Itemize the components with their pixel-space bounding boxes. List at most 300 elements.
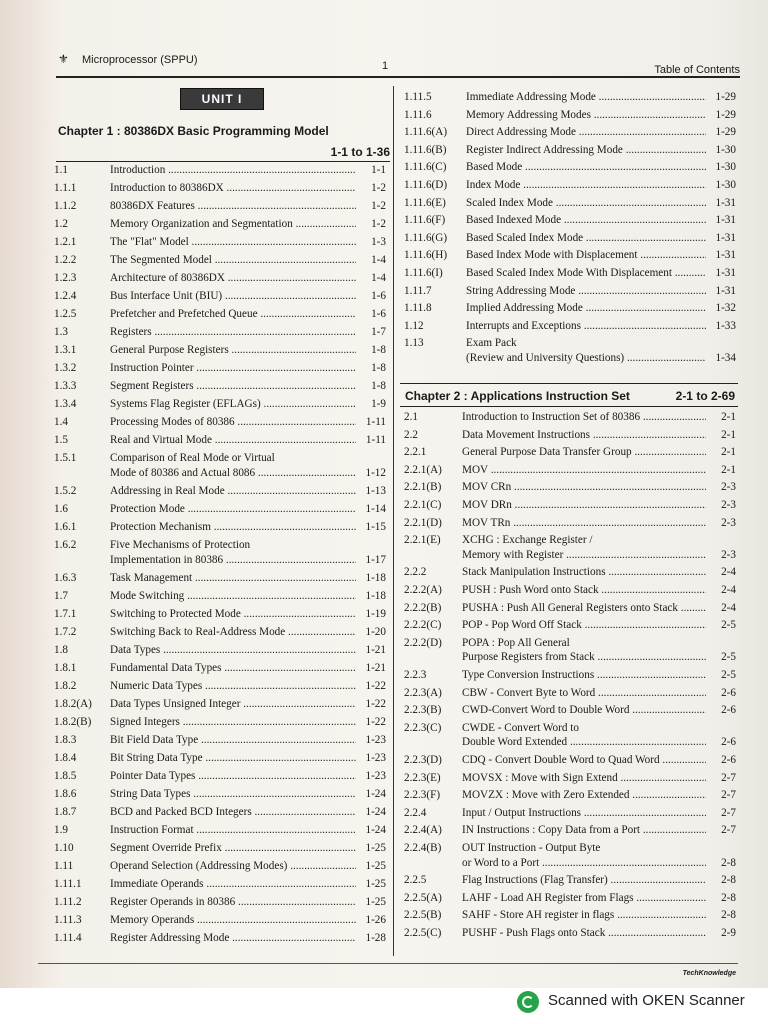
toc-entry bbox=[54, 734, 386, 749]
toc-entry-number: 1.12 bbox=[404, 319, 424, 332]
toc-entry-title: Immediate Addressing Mode ..... bbox=[466, 91, 706, 103]
toc-entry-title: Numeric Data Types ..... bbox=[110, 680, 356, 692]
toc-entry bbox=[404, 302, 736, 317]
toc-entry-number: 2.2.2(A) bbox=[404, 584, 442, 596]
toc-entry-title: MOV TRn ..... bbox=[462, 517, 706, 529]
toc-entry-title: Introduction to 80386DX ..... bbox=[110, 182, 356, 194]
toc-entry-title: Based Scaled Index Mode With Displacement ..... bbox=[466, 267, 706, 279]
toc-entry-page: 1-20 bbox=[365, 626, 386, 638]
toc-entry-page: 1-30 bbox=[715, 143, 736, 156]
toc-entry-number: 1.2.4 bbox=[54, 290, 77, 302]
toc-entry-title: Bit Field Data Type ..... bbox=[110, 734, 356, 746]
toc-entry bbox=[54, 398, 386, 413]
toc-entry bbox=[404, 892, 736, 907]
toc-entry bbox=[404, 534, 736, 563]
toc-entry-title-line1: OUT Instruction - Output Byte bbox=[462, 842, 601, 854]
toc-entry-number: 1.2.2 bbox=[54, 254, 77, 266]
toc-entry bbox=[54, 698, 386, 713]
toc-entry-page: 1-30 bbox=[715, 161, 736, 174]
toc-entry-number: 2.2 bbox=[404, 428, 418, 441]
toc-entry-page: 1-9 bbox=[371, 398, 386, 410]
toc-entry-title: PUSH : Push Word onto Stack ..... bbox=[462, 584, 706, 596]
toc-entry-number: 1.2.5 bbox=[54, 308, 77, 320]
toc-entry-number: 2.2.5(C) bbox=[404, 927, 442, 939]
toc-entry-number: 2.1 bbox=[404, 411, 418, 423]
toc-entry-page: 1-26 bbox=[365, 914, 386, 926]
toc-entry bbox=[404, 637, 736, 666]
toc-entry-page: 1-25 bbox=[365, 860, 386, 872]
toc-entry-number: 1.11.8 bbox=[404, 302, 432, 315]
toc-entry-title: CDQ - Convert Double Word to Quad Word ..... bbox=[462, 754, 706, 766]
toc-entry-page: 1-1 bbox=[371, 164, 386, 176]
toc-entry bbox=[54, 914, 386, 929]
toc-entry-number: 1.11.6(F) bbox=[404, 214, 446, 227]
toc-entry-title: PUSHF - Push Flags onto Stack ..... bbox=[462, 927, 706, 939]
toc-entry-title: Addressing in Real Mode ..... bbox=[110, 485, 356, 497]
toc-entry-page: 1-29 bbox=[715, 126, 736, 139]
toc-entry bbox=[54, 344, 386, 359]
toc-entry-page: 1-2 bbox=[371, 200, 386, 212]
toc-entry bbox=[54, 272, 386, 287]
toc-entry-number: 2.2.4(A) bbox=[404, 824, 442, 837]
toc-entry-page: 1-23 bbox=[365, 770, 386, 782]
toc-entry-number: 2.2.1(C) bbox=[404, 499, 442, 511]
toc-entry-number: 2.2.4 bbox=[404, 806, 427, 819]
toc-entry-page: 1-24 bbox=[365, 806, 386, 818]
toc-entry bbox=[54, 626, 386, 641]
toc-entry-number: 1.8.2 bbox=[54, 680, 77, 692]
toc-entry-page: 1-7 bbox=[371, 326, 386, 338]
toc-entry-title: Immediate Operands ..... bbox=[110, 878, 356, 890]
toc-entry-title: Prefetcher and Prefetched Queue ..... bbox=[110, 308, 356, 320]
publisher-name: TechKnowledge bbox=[682, 970, 736, 977]
toc-entry-title: Index Mode ..... bbox=[466, 179, 706, 191]
toc-entry-title: Protection Mode ..... bbox=[110, 503, 356, 515]
toc-entry-page: 1-19 bbox=[365, 608, 386, 620]
toc-entry bbox=[54, 842, 386, 857]
toc-entry-title: General Purpose Data Transfer Group ..... bbox=[462, 446, 706, 458]
toc-entry bbox=[54, 590, 386, 605]
toc-entry bbox=[54, 164, 386, 179]
toc-entry-number: 1.8.7 bbox=[54, 806, 77, 818]
toc-entry-page: 1-14 bbox=[365, 503, 386, 515]
toc-entry-title: Systems Flag Register (EFLAGs) ..... bbox=[110, 398, 356, 410]
toc-entry-page: 1-24 bbox=[365, 788, 386, 800]
toc-entry-number: 1.8.6 bbox=[54, 788, 77, 800]
toc-entry bbox=[54, 434, 386, 449]
toc-entry-number: 2.2.5(B) bbox=[404, 909, 442, 922]
toc-entry bbox=[404, 214, 736, 229]
toc-entry bbox=[404, 161, 736, 176]
toc-entry-title: Based Mode ..... bbox=[466, 161, 706, 173]
toc-entry-page: 2-7 bbox=[721, 771, 736, 784]
toc-entry-number: 1.2.3 bbox=[54, 272, 77, 284]
chapter-2-range: 2-1 to 2-69 bbox=[675, 389, 735, 403]
toc-entry-number: 2.2.5(A) bbox=[404, 891, 442, 904]
toc-entry-title: 80386DX Features ..... bbox=[110, 200, 356, 212]
toc-entry-page: 1-28 bbox=[365, 932, 386, 944]
toc-entry-page: 1-18 bbox=[365, 590, 386, 602]
toc-entry bbox=[54, 326, 386, 341]
toc-entry bbox=[54, 452, 386, 482]
toc-entry-page: 1-21 bbox=[365, 662, 386, 674]
toc-entry bbox=[54, 878, 386, 893]
toc-entry-title: General Purpose Registers ..... bbox=[110, 344, 356, 356]
toc-entry-number: 2.2.2(C) bbox=[404, 619, 442, 632]
toc-entry-title: Fundamental Data Types ..... bbox=[110, 662, 356, 674]
toc-entry-title: Stack Manipulation Instructions ..... bbox=[462, 566, 706, 578]
toc-entry bbox=[404, 446, 736, 461]
toc-entry bbox=[404, 464, 736, 479]
toc-entry-page: 1-6 bbox=[371, 308, 386, 320]
toc-entry-number: 1.11.5 bbox=[404, 91, 432, 103]
chapter-1-heading bbox=[58, 124, 390, 138]
toc-entry-number: 1.9 bbox=[54, 824, 68, 836]
toc-entry-number: 1.8.4 bbox=[54, 752, 77, 764]
toc-entry-title: MOV CRn ..... bbox=[462, 481, 706, 493]
toc-entry-number: 1.1.1 bbox=[54, 182, 77, 194]
toc-entry-number: 2.2.1(B) bbox=[404, 481, 442, 494]
toc-entry-number: 2.2.5 bbox=[404, 874, 427, 887]
toc-entry-number: 1.1.2 bbox=[54, 200, 77, 212]
toc-entry-title: Task Management ..... bbox=[110, 572, 356, 584]
toc-entry-title: MOV ..... bbox=[462, 464, 706, 476]
toc-entry-title: Flag Instructions (Flag Transfer) ..... bbox=[462, 874, 706, 886]
toc-entry-title: Switching to Protected Mode ..... bbox=[110, 608, 356, 620]
toc-entry-number: 1.3 bbox=[54, 326, 68, 338]
toc-entry-number: 1.11.6(I) bbox=[404, 267, 443, 279]
toc-entry-page: 2-8 bbox=[721, 909, 736, 922]
toc-entry-number: 1.6 bbox=[54, 503, 68, 515]
toc-entry bbox=[404, 126, 736, 141]
book-title: Microprocessor (SPPU) bbox=[82, 54, 198, 66]
toc-entry-title: LAHF - Load AH Register from Flags ..... bbox=[462, 892, 706, 904]
toc-entry-title: Memory with Register ..... bbox=[462, 549, 706, 561]
toc-entry bbox=[404, 807, 736, 822]
toc-entry bbox=[54, 485, 386, 500]
toc-entry-page: 1-31 bbox=[715, 267, 736, 279]
toc-entry bbox=[404, 669, 736, 684]
toc-entry-title: CBW - Convert Byte to Word ..... bbox=[462, 687, 706, 699]
toc-entry-page: 1-23 bbox=[365, 752, 386, 764]
chapter-1-title: Chapter 1 : 80386DX Basic Programming Model bbox=[58, 124, 329, 138]
toc-entry-page: 2-7 bbox=[721, 824, 736, 837]
toc-entry-page: 2-6 bbox=[721, 754, 736, 766]
toc-entry-title: Instruction Format ..... bbox=[110, 824, 356, 836]
toc-entry-number: 1.8 bbox=[54, 644, 68, 656]
toc-entry bbox=[54, 539, 386, 569]
toc-entry-title: Memory Organization and Segmentation ..... bbox=[110, 218, 356, 230]
toc-entry-page: 1-15 bbox=[365, 521, 386, 533]
toc-entry bbox=[404, 337, 736, 366]
chapter-2-heading bbox=[405, 389, 735, 403]
toc-entry-title: SAHF - Store AH register in flags ..... bbox=[462, 909, 706, 921]
toc-entry-title: Mode of 80386 and Actual 8086 ..... bbox=[110, 467, 356, 479]
toc-entry bbox=[404, 704, 736, 719]
toc-entry bbox=[404, 909, 736, 924]
toc-entry bbox=[404, 687, 736, 702]
toc-entry-page: 1-18 bbox=[365, 572, 386, 584]
toc-entry-page: 1-4 bbox=[371, 272, 386, 284]
toc-entry-title: Memory Addressing Modes ..... bbox=[466, 109, 706, 121]
toc-entry bbox=[54, 806, 386, 821]
toc-entry-page: 2-8 bbox=[721, 891, 736, 904]
toc-entry-number: 1.7 bbox=[54, 590, 68, 602]
toc-entry-page: 2-6 bbox=[721, 736, 736, 749]
toc-entry-title: Bus Interface Unit (BIU) ..... bbox=[110, 290, 356, 302]
toc-entry-page: 1-8 bbox=[371, 344, 386, 356]
toc-entry-number: 1.2.1 bbox=[54, 236, 77, 248]
toc-entry-title: Registers ..... bbox=[110, 326, 356, 338]
toc-entry-number: 2.2.3(E) bbox=[404, 771, 441, 784]
toc-entry-title: BCD and Packed BCD Integers ..... bbox=[110, 806, 356, 818]
toc-entry-number: 1.10 bbox=[54, 842, 74, 854]
toc-entry-page: 1-11 bbox=[365, 416, 386, 428]
toc-entry-number: 2.2.4(B) bbox=[404, 842, 442, 854]
toc-entry bbox=[404, 824, 736, 839]
toc-entry bbox=[404, 249, 736, 264]
toc-entry-page: 1-29 bbox=[715, 91, 736, 103]
toc-entry-number: 1.1 bbox=[54, 164, 68, 176]
toc-entry-number: 1.8.2(B) bbox=[54, 716, 92, 728]
toc-entry bbox=[404, 499, 736, 514]
toc-entry-title-line1: Five Mechanisms of Protection bbox=[110, 539, 251, 551]
chapter-2-top-rule bbox=[400, 383, 738, 384]
toc-entry-title-line1: Comparison of Real Mode or Virtual bbox=[110, 452, 275, 464]
toc-entry bbox=[404, 584, 736, 599]
toc-entry bbox=[404, 285, 736, 300]
toc-entry-title: IN Instructions : Copy Data from a Port ..... bbox=[462, 824, 706, 836]
toc-entry-number: 1.8.1 bbox=[54, 662, 77, 674]
toc-entry-title: Based Index Mode with Displacement ..... bbox=[466, 249, 706, 261]
toc-entry bbox=[404, 722, 736, 751]
toc-entry-title: Register Operands in 80386 ..... bbox=[110, 896, 356, 908]
chapter-2-rule bbox=[400, 406, 738, 407]
toc-entry-number: 2.2.3 bbox=[404, 669, 427, 681]
toc-entry-page: 2-6 bbox=[721, 704, 736, 717]
toc-entry-number: 1.11.4 bbox=[54, 932, 82, 944]
toc-entry-page: 2-9 bbox=[721, 927, 736, 939]
toc-entry-title: CWD-Convert Word to Double Word ..... bbox=[462, 704, 706, 716]
toc-entry bbox=[404, 144, 736, 159]
toc-entry bbox=[404, 566, 736, 581]
toc-entry-number: 2.2.1 bbox=[404, 446, 427, 459]
toc-entry bbox=[404, 619, 736, 634]
toc-entry-title: Type Conversion Instructions ..... bbox=[462, 669, 706, 681]
toc-entry-page: 1-3 bbox=[371, 236, 386, 248]
toc-entry-number: 2.2.3(F) bbox=[404, 789, 441, 802]
toc-entry-page: 1-21 bbox=[365, 644, 386, 656]
toc-entry-number: 1.5.1 bbox=[54, 452, 77, 464]
toc-entry bbox=[404, 197, 736, 212]
toc-entry-title: MOVSX : Move with Sign Extend ..... bbox=[462, 772, 706, 784]
toc-entry bbox=[54, 932, 386, 947]
toc-entry-page: 1-32 bbox=[715, 302, 736, 315]
toc-entry-title: Architecture of 80386DX ..... bbox=[110, 272, 356, 284]
toc-entry-page: 1-34 bbox=[715, 351, 736, 364]
toc-entry-title: Register Addressing Mode ..... bbox=[110, 932, 356, 944]
toc-entry-number: 1.7.1 bbox=[54, 608, 77, 620]
toc-entry-title: Real and Virtual Mode ..... bbox=[110, 434, 356, 446]
toc-entry-title: Signed Integers ..... bbox=[110, 716, 356, 728]
toc-entry-number: 1.5 bbox=[54, 434, 68, 446]
toc-entry bbox=[404, 232, 736, 247]
toc-entry bbox=[404, 517, 736, 532]
toc-entry-title: POP - Pop Word Off Stack ..... bbox=[462, 619, 706, 631]
toc-entry-page: 1-31 bbox=[715, 196, 736, 209]
toc-entry-page: 1-25 bbox=[365, 896, 386, 908]
toc-entry-title: Register Indirect Addressing Mode ..... bbox=[466, 144, 706, 156]
toc-entry-page: 1-22 bbox=[365, 716, 386, 728]
toc-entry-page: 2-4 bbox=[721, 584, 736, 596]
toc-entry-title: Implied Addressing Mode ..... bbox=[466, 302, 706, 314]
toc-entry-title: Data Types Unsigned Integer ..... bbox=[110, 698, 356, 710]
toc-entry-number: 1.3.1 bbox=[54, 344, 77, 356]
toc-entry bbox=[404, 411, 736, 426]
toc-entry-page: 2-1 bbox=[721, 463, 736, 476]
toc-entry-title: Segment Override Prefix ..... bbox=[110, 842, 356, 854]
toc-entry-title: MOVZX : Move with Zero Extended ..... bbox=[462, 789, 706, 801]
toc-entry-page: 1-31 bbox=[715, 249, 736, 262]
toc-entry-title: Introduction to Instruction Set of 80386 ..... bbox=[462, 411, 706, 423]
toc-entry-title: Operand Selection (Addressing Modes) ..... bbox=[110, 860, 356, 872]
toc-entry bbox=[404, 772, 736, 787]
toc-entry-number: 2.2.3(B) bbox=[404, 704, 442, 717]
toc-entry bbox=[54, 290, 386, 305]
toc-entry-title: Purpose Registers from Stack ..... bbox=[462, 651, 706, 663]
toc-entry bbox=[404, 179, 736, 194]
toc-entry-title: Based Scaled Index Mode ..... bbox=[466, 232, 706, 244]
toc-entry bbox=[54, 896, 386, 911]
toc-entry-title: Implementation in 80386 ..... bbox=[110, 554, 356, 566]
toc-entry-number: 2.2.3(A) bbox=[404, 686, 442, 699]
toc-entry-page: 1-30 bbox=[715, 179, 736, 191]
toc-entry-number: 1.11.6(C) bbox=[404, 161, 447, 174]
toc-entry-number: 1.11.6(A) bbox=[404, 126, 448, 139]
toc-entry-number: 1.11.6(H) bbox=[404, 249, 448, 262]
toc-entry bbox=[54, 308, 386, 323]
toc-entry-page: 2-7 bbox=[721, 789, 736, 802]
toc-entry-number: 2.2.2(B) bbox=[404, 601, 442, 614]
toc-entry-title: Mode Switching ..... bbox=[110, 590, 356, 602]
toc-entry bbox=[404, 602, 736, 617]
publisher-logo-icon: ⚜ bbox=[58, 52, 69, 66]
toc-entry bbox=[54, 380, 386, 395]
toc-entry-number: 1.11.6(G) bbox=[404, 231, 448, 244]
toc-entry-number: 1.8.2(A) bbox=[54, 698, 92, 710]
footer-rule bbox=[38, 963, 738, 964]
toc-entry-number: 2.2.2(D) bbox=[404, 636, 442, 649]
toc-entry-title: Data Types ..... bbox=[110, 644, 356, 656]
toc-entry-page: 1-33 bbox=[715, 319, 736, 332]
toc-entry bbox=[54, 662, 386, 677]
toc-entry bbox=[54, 770, 386, 785]
toc-entry-page: 1-13 bbox=[365, 485, 386, 497]
toc-entry bbox=[54, 182, 386, 197]
toc-entry-page: 1-4 bbox=[371, 254, 386, 266]
toc-entry-page: 1-22 bbox=[365, 698, 386, 710]
toc-entry-page: 1-8 bbox=[371, 380, 386, 392]
toc-entry bbox=[54, 752, 386, 767]
toc-entry-page: 1-22 bbox=[365, 680, 386, 692]
toc-entry-number: 2.2.1(A) bbox=[404, 463, 442, 476]
toc-entry-number: 2.2.2 bbox=[404, 566, 427, 579]
toc-entry bbox=[404, 91, 736, 106]
toc-entry-title: Scaled Index Mode ..... bbox=[466, 197, 706, 209]
column-divider bbox=[393, 86, 394, 956]
toc-entry-number: 1.4 bbox=[54, 416, 68, 428]
toc-entry-title: PUSHA : Push All General Registers onto Stack ..... bbox=[462, 602, 706, 614]
toc-entry-page: 1-11 bbox=[365, 434, 386, 446]
toc-entry-title: Direct Addressing Mode ..... bbox=[466, 126, 706, 138]
toc-entry bbox=[54, 860, 386, 875]
toc-entry-page: 2-3 bbox=[721, 481, 736, 494]
toc-entry bbox=[54, 716, 386, 731]
toc-entry-page: 2-8 bbox=[721, 874, 736, 887]
toc-entry-title-line1: CWDE - Convert Word to bbox=[462, 721, 579, 734]
toc-entry-number: 2.2.1(D) bbox=[404, 516, 442, 529]
toc-entry-page: 2-1 bbox=[721, 428, 736, 441]
toc-entry-title: Interrupts and Exceptions ..... bbox=[466, 320, 706, 332]
toc-entry-number: 2.2.3(C) bbox=[404, 721, 442, 734]
toc-entry-title: MOV DRn ..... bbox=[462, 499, 706, 511]
toc-entry-title: Double Word Extended ..... bbox=[462, 736, 706, 748]
toc-entry-number: 2.2.3(D) bbox=[404, 754, 442, 766]
toc-entry-page: 2-4 bbox=[721, 566, 736, 579]
toc-entry bbox=[54, 680, 386, 695]
toc-entry-page: 2-7 bbox=[721, 806, 736, 819]
toc-entry-title-line1: Exam Pack bbox=[466, 337, 517, 350]
toc-entry bbox=[404, 842, 736, 871]
toc-entry-number: 1.11.6 bbox=[404, 108, 432, 121]
toc-entry-title: Based Indexed Mode ..... bbox=[466, 214, 706, 226]
toc-entry-number: 1.3.2 bbox=[54, 362, 77, 374]
toc-entry-page: 1-29 bbox=[715, 108, 736, 121]
toc-entry bbox=[404, 267, 736, 282]
toc-entry-number: 1.3.3 bbox=[54, 380, 77, 392]
toc-entry-title-line1: POPA : Pop All General bbox=[462, 636, 570, 649]
toc-entry-title: String Addressing Mode ..... bbox=[466, 285, 706, 297]
chapter-1-range: 1-1 to 1-36 bbox=[330, 145, 390, 159]
toc-entry-title: Processing Modes of 80386 ..... bbox=[110, 416, 356, 428]
toc-entry-number: 1.8.5 bbox=[54, 770, 77, 782]
toc-entry-page: 2-8 bbox=[721, 856, 736, 869]
toc-entry bbox=[54, 236, 386, 251]
toc-entry bbox=[54, 608, 386, 623]
toc-entry-title: Pointer Data Types ..... bbox=[110, 770, 356, 782]
toc-entry-number: 1.13 bbox=[404, 337, 424, 350]
scanner-watermark: Scanned with OKEN Scanner bbox=[548, 992, 745, 1009]
toc-entry-title: Bit String Data Type ..... bbox=[110, 752, 356, 764]
toc-entry-number: 1.11.7 bbox=[404, 284, 432, 297]
toc-entry-page: 1-25 bbox=[365, 842, 386, 854]
toc-entry-number: 1.6.3 bbox=[54, 572, 77, 584]
toc-entry-page: 1-23 bbox=[365, 734, 386, 746]
toc-entry bbox=[54, 521, 386, 536]
toc-entry-page: 1-31 bbox=[715, 214, 736, 227]
publisher-footer bbox=[683, 970, 736, 977]
toc-entry-title: Segment Registers ..... bbox=[110, 380, 356, 392]
toc-entry-number: 1.2 bbox=[54, 218, 68, 230]
toc-entry-number: 1.11 bbox=[54, 860, 74, 872]
toc-entry-number: 1.11.6(D) bbox=[404, 179, 448, 191]
toc-entry-title: Protection Mechanism ..... bbox=[110, 521, 356, 533]
toc-entry bbox=[404, 927, 736, 942]
toc-entry-number: 1.7.2 bbox=[54, 626, 77, 638]
toc-entry-page: 1-2 bbox=[371, 182, 386, 194]
toc-entry bbox=[404, 789, 736, 804]
toc-entry-number: 1.11.2 bbox=[54, 896, 82, 908]
